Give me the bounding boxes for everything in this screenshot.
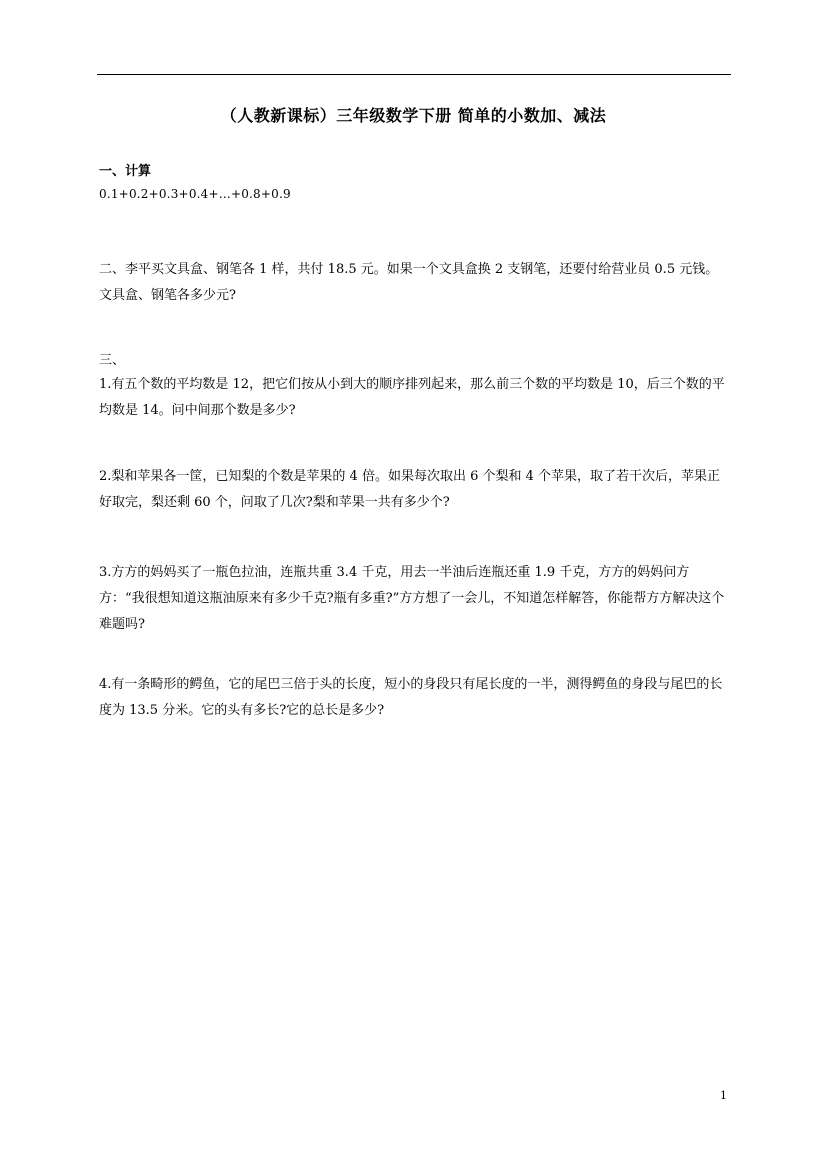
section-heading-3: 三、 <box>99 353 126 368</box>
question-3: 3.方方的妈妈买了一瓶色拉油，连瓶共重 3.4 千克，用去一半油后连瓶还重 1.9 千克，方方的妈妈问方方：“我很想知道这瓶油原来有多少千克?瓶有多重?”方方想了一会儿，不知道怎样解答，你能帮方方解决这个难题吗? <box>99 565 725 632</box>
page-number: 1 <box>720 1089 727 1102</box>
question-1: 1.有五个数的平均数是 12，把它们按从小到大的顺序排列起来，那么前三个数的平均数是 10，后三个数的平均数是 14。问中间那个数是多少? <box>99 377 725 418</box>
section-word-problems-3 <box>99 350 729 424</box>
section-calculation <box>99 161 729 205</box>
question-4: 4.有一条畸形的鳄鱼，它的尾巴三倍于头的长度，短小的身段只有尾长度的一半，测得鳄鱼的身段与尾巴的长度为 13.5 分米。它的头有多长?它的总长是多少? <box>99 677 723 718</box>
word-problem-text: 二、李平买文具盒、钢笔各 1 样，共付 18.5 元。如果一个文具盒换 2 支钢笔，还要付给营业员 0.5 元钱。文具盒、钢笔各多少元? <box>99 262 719 303</box>
question-2: 2.梨和苹果各一筐，已知梨的个数是苹果的 4 倍。如果每次取出 6 个梨和 4 个苹果，取了若干次后，苹果正好取完，梨还剩 60 个，问取了几次?梨和苹果一共有多少个? <box>99 469 721 510</box>
section-word-problem-2 <box>99 257 729 309</box>
section-heading-calculation: 一、计算 <box>99 164 152 179</box>
document-title: （人教新课标）三年级数学下册 简单的小数加、减法 <box>220 106 607 125</box>
calculation-expression: 0.1+0.2+0.3+0.4+…+0.8+0.9 <box>99 187 291 201</box>
header-rule <box>97 74 731 75</box>
